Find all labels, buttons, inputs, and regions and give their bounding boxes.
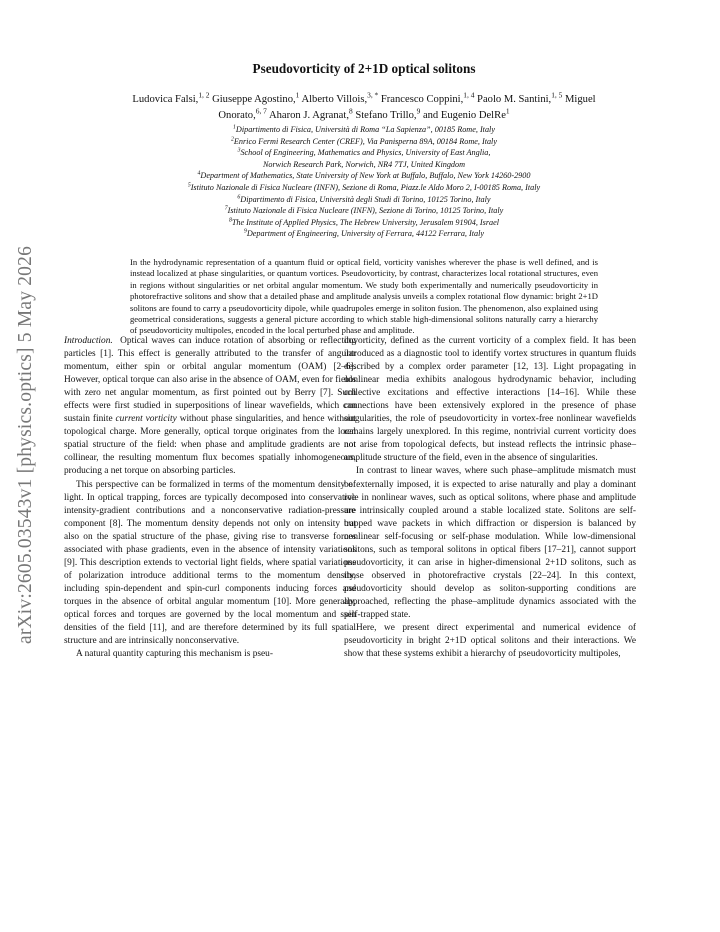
- affiliation: $^9$Department of Engineering, University of Ferrara, 44122 Ferrara, Italy: [243, 228, 485, 239]
- affiliation: $^3$School of Engineering, Mathematics and Physics, University of East Anglia,: [237, 147, 491, 158]
- body-column-right: [344, 335, 636, 661]
- paragraph: This perspective can be formalized in terms of the momentum density of light. In optical trapping, forces are typically decomposed into conservative intensity-gradient contributions and a nonconservative radiation-pressure component [8]. The momentum density depends not only on intensity but also on the spatial structure of the phase, giving rise to transverse forces associated with phase gradients, even in the absence of intensity variations [9]. This description extends to vectorial light fields, where spatial variations of polarization introduce additional terms to the momentum density, including spin-dependent and spin-curl components inducing forces and torques in the absence of orbital angular momentum [10]. More generally, optical forces and torques are governed by the local momentum and spin densities of the field [11], and are therefore determined by its full spatial structure and are intrinsically nonconservative.: [64, 479, 356, 647]
- paragraph: In contrast to linear waves, where such phase–amplitude mismatch must be externally imposed, it is expected to arise naturally and play a dominant role in nonlinear waves, such as optical solitons, where phase and amplitude are intrinsically coupled around a stable localized state. Solitons are self-trapped wave packets in which diffraction or dispersion is balanced by nonlinear self-focusing or self-phase modulation. While low-dimensional solitons, such as temporal solitons in optical fibers [17–21], cannot support pseudovorticity, it can arise in higher-dimensional 2+1D solitons, such as those observed in photorefractive crystals [22–24]. In this context, pseudovorticity should develop as soliton-supporting conditions are approached, reflecting the phase–amplitude dynamics associated with the self-trapped state.: [344, 466, 636, 620]
- author: Ludovica Falsi,$^{1, 2}$: [132, 90, 210, 105]
- author: Alberto Villois,$^{3, *}$: [301, 90, 379, 105]
- paragraph: Introduction. Optical waves can induce rotation of absorbing or reflecting particles [1]. This effect is generally attributed to the transfer of angular momentum, either spin or orbital angular momentum (OAM) [2–6]. However, optical torque can also arise in the absence of OAM, even for fields with zero net angular momentum, as first pointed out by Berry [7]. Such effects were first studied in superpositions of linear wavefields, which can sustain finite current vorticity without phase singularities, and hence without topological charge. More generally, optical torque originates from the local spatial structure of the field: when phase and amplitude gradients are not collinear, the resulting momentum flux becomes spatially inhomogeneous, producing a net torque on absorbing particles.: [64, 336, 356, 477]
- author: Francesco Coppini,$^{1, 4}$: [380, 90, 475, 105]
- affiliation: $^6$Dipartimento di Fisica, Università degli Studi di Torino, 10125 Torino, Italy: [237, 193, 491, 204]
- affiliation: $^2$Enrico Fermi Research Center (CREF), Via Panisperna 89A, 00184 Rome, Italy: [231, 135, 497, 146]
- affiliation: $^4$Department of Mathematics, State University of New York at Buffalo, Buffalo, New York 14260-2900: [197, 170, 531, 181]
- author: Giuseppe Agostino,$^1$: [212, 90, 300, 105]
- section-heading-introduction: Introduction.: [64, 336, 113, 346]
- arxiv-identifier: arXiv:2605.03543v1 [physics.optics] 5 May 2026: [15, 245, 36, 645]
- author: Stefano Trillo,$^9$: [355, 106, 421, 121]
- paragraph: Here, we present direct experimental and numerical evidence of pseudovorticity in bright 2+1D optical solitons and their interactions. We show that these systems exhibit a hierarchy of pseudovorticity multipoles,: [344, 623, 636, 660]
- author: Aharon J. Agranat,$^8$: [268, 106, 353, 121]
- paragraph: A natural quantity capturing this mechanism is pseu-: [76, 649, 273, 660]
- author: and Eugenio DelRe$^1$: [422, 106, 510, 121]
- affiliation: $^5$Istituto Nazionale di Fisica Nucleare (INFN), Sezione di Roma, Piazz.le Aldo Moro 2, I-00185 Roma, Italy: [187, 182, 541, 192]
- paragraph: dovorticity, defined as the current vorticity of a complex field. It has been introduced as a diagnostic tool to identify vortex structures in quantum fluids described by a complex order parameter [12, 13]. Light propagating in nonlinear media exhibits analogous hydrodynamic behavior, including collective excitations and effective interactions [14–16]. While these connections have been extensively explored in the presence of phase singularities, the role of pseudovorticity in vortex-free nonlinear wavefields remains largely unexplored. In this regime, nontrivial current vorticity does not arise from topological defects, but instead reflects the intrinsic phase–amplitude structure of the field, even in the absence of singularities.: [344, 336, 636, 464]
- author: Paolo M. Santini,$^{1, 5}$: [477, 90, 563, 105]
- author: Miguel Onorato,$^{6, 7}$: [218, 94, 596, 121]
- arxiv-sidebar-stamp: [0, 220, 52, 670]
- affiliation-list: [90, 124, 638, 240]
- abstract: In the hydrodynamic representation of a quantum fluid or optical field, vorticity vanishes wherever the phase is well defined, and is instead localized at phase singularities, or quantum vortices. Pseudovorticity, by contrast, characterizes local rotational structures, even in regions without singularities or net orbital angular momentum. We study both experimentally and numerically pseudovorticity in photorefractive solitons and show that a detailed phase and amplitude analysis unveils a complex rotational flow dynamic: bright 2+1D solitons are found to carry a pseudovorticity dipole, while quadrupoles emerge in soliton fusion. The phenomenon, also explained using geometrical considerations, suggests a general picture according to which stable high-dimensional solitons naturally carry a hierarchy of pseudovorticity multipoles, encoded in the local perturbed phase and amplitude.: [130, 257, 598, 336]
- body-column-left: [64, 335, 356, 661]
- affiliation: $^1$Dipartimento di Fisica, Università di Roma “La Sapienza”, 00185 Rome, Italy: [233, 124, 495, 134]
- affiliation: $^7$Istituto Nazionale di Fisica Nucleare (INFN), Sezione di Torino, 10125 Torino, Italy: [224, 205, 504, 216]
- affiliation: $^8$The Institute of Applied Physics, The Hebrew University, Jerusalem 91904, Israel: [228, 217, 500, 227]
- paper-title: Pseudovorticity of 2+1D optical solitons: [252, 61, 476, 76]
- affiliation: Norwich Research Park, Norwich, NR4 7TJ, United Kingdom: [262, 159, 466, 169]
- author-list: [110, 92, 618, 124]
